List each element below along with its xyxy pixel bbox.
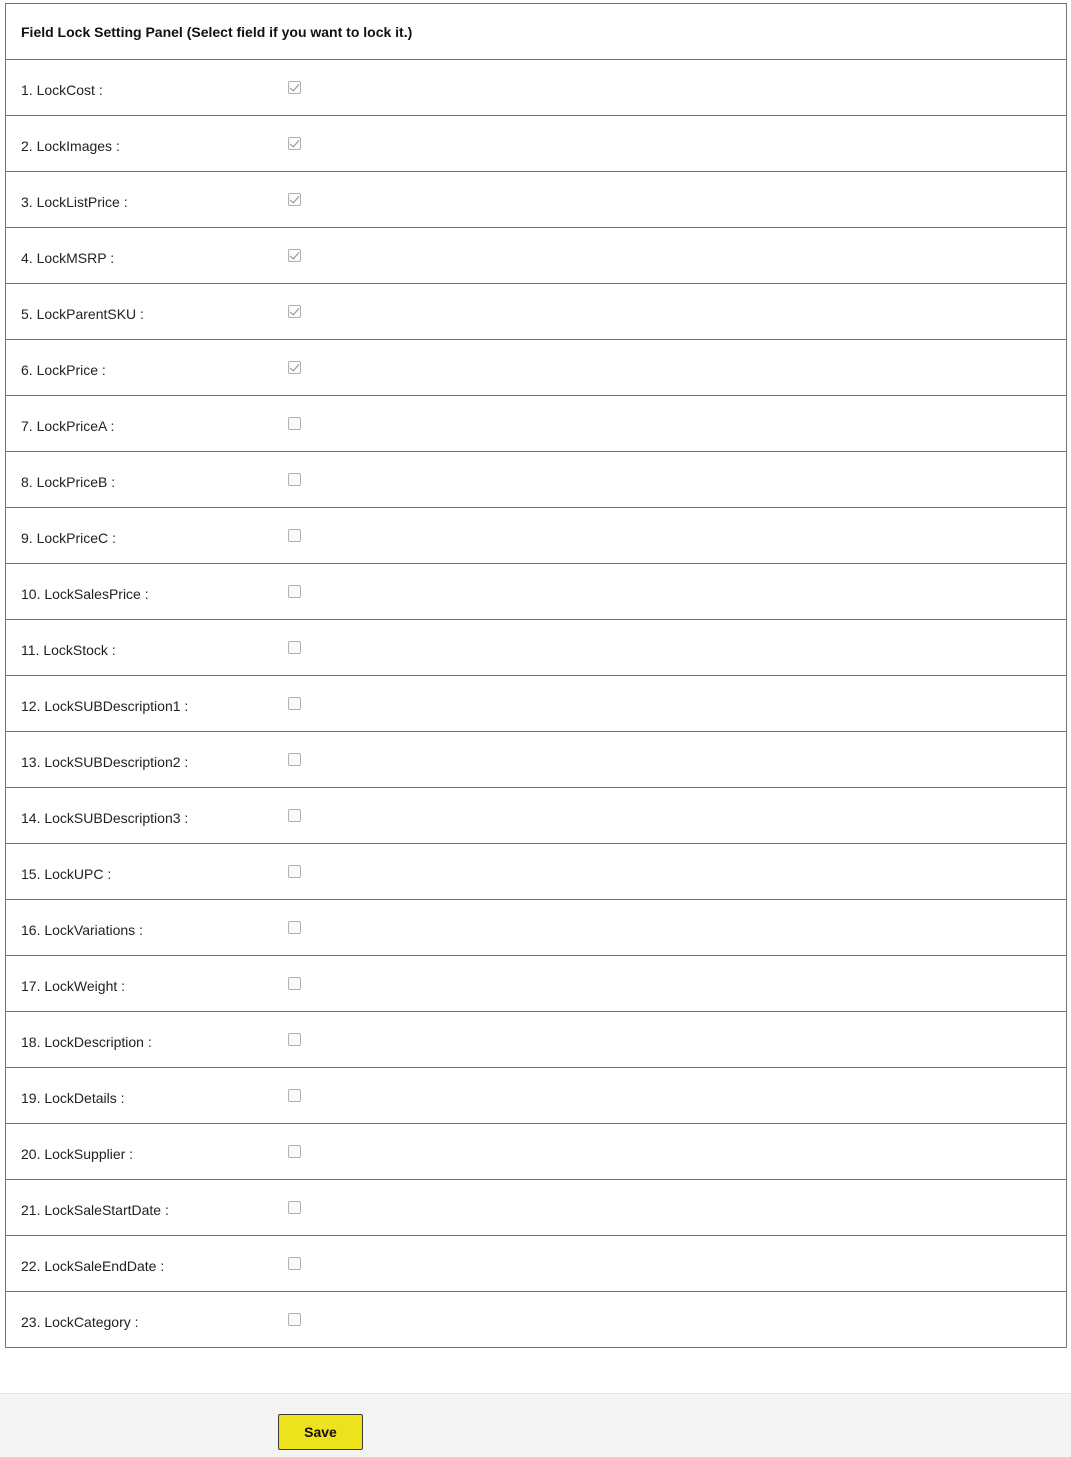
field-row bbox=[6, 172, 1066, 228]
footer-bar bbox=[0, 1393, 1071, 1457]
field-label: 4. LockMSRP : bbox=[21, 250, 115, 266]
field-row bbox=[6, 452, 1066, 508]
field-label: 12. LockSUBDescription1 : bbox=[21, 698, 189, 714]
lock-checkbox[interactable] bbox=[288, 137, 301, 150]
panel-title: Field Lock Setting Panel (Select field if you want to lock it.) bbox=[6, 4, 1066, 60]
field-label: 18. LockDescription : bbox=[21, 1034, 152, 1050]
field-row bbox=[6, 732, 1066, 788]
field-label: 23. LockCategory : bbox=[21, 1314, 139, 1330]
field-row bbox=[6, 1180, 1066, 1236]
field-list bbox=[6, 60, 1066, 1347]
lock-checkbox[interactable] bbox=[288, 977, 301, 990]
field-row bbox=[6, 844, 1066, 900]
field-label: 20. LockSupplier : bbox=[21, 1146, 134, 1162]
field-row bbox=[6, 956, 1066, 1012]
lock-checkbox[interactable] bbox=[288, 1089, 301, 1102]
field-row bbox=[6, 340, 1066, 396]
lock-checkbox[interactable] bbox=[288, 921, 301, 934]
lock-checkbox[interactable] bbox=[288, 193, 301, 206]
field-row bbox=[6, 620, 1066, 676]
field-label: 11. LockStock : bbox=[21, 642, 116, 658]
field-row bbox=[6, 284, 1066, 340]
lock-checkbox[interactable] bbox=[288, 473, 301, 486]
lock-checkbox[interactable] bbox=[288, 865, 301, 878]
lock-checkbox[interactable] bbox=[288, 305, 301, 318]
lock-checkbox[interactable] bbox=[288, 417, 301, 430]
field-label: 22. LockSaleEndDate : bbox=[21, 1258, 165, 1274]
field-label: 3. LockListPrice : bbox=[21, 194, 128, 210]
field-row bbox=[6, 1012, 1066, 1068]
field-row bbox=[6, 116, 1066, 172]
field-label: 5. LockParentSKU : bbox=[21, 306, 144, 322]
field-row bbox=[6, 1124, 1066, 1180]
field-row bbox=[6, 228, 1066, 284]
field-label: 9. LockPriceC : bbox=[21, 530, 116, 546]
field-label: 8. LockPriceB : bbox=[21, 474, 116, 490]
lock-checkbox[interactable] bbox=[288, 1145, 301, 1158]
field-row bbox=[6, 788, 1066, 844]
lock-checkbox[interactable] bbox=[288, 81, 301, 94]
field-row bbox=[6, 60, 1066, 116]
lock-checkbox[interactable] bbox=[288, 585, 301, 598]
lock-checkbox[interactable] bbox=[288, 249, 301, 262]
save-button[interactable]: Save bbox=[278, 1414, 363, 1450]
lock-checkbox[interactable] bbox=[288, 1201, 301, 1214]
lock-checkbox[interactable] bbox=[288, 697, 301, 710]
lock-checkbox[interactable] bbox=[288, 1313, 301, 1326]
field-label: 19. LockDetails : bbox=[21, 1090, 125, 1106]
field-label: 10. LockSalesPrice : bbox=[21, 586, 149, 602]
field-lock-panel bbox=[5, 3, 1067, 1348]
field-row bbox=[6, 508, 1066, 564]
field-row bbox=[6, 1068, 1066, 1124]
field-label: 21. LockSaleStartDate : bbox=[21, 1202, 169, 1218]
lock-checkbox[interactable] bbox=[288, 753, 301, 766]
field-label: 2. LockImages : bbox=[21, 138, 120, 154]
field-label: 6. LockPrice : bbox=[21, 362, 106, 378]
field-label: 7. LockPriceA : bbox=[21, 418, 115, 434]
lock-checkbox[interactable] bbox=[288, 641, 301, 654]
field-row bbox=[6, 564, 1066, 620]
lock-checkbox[interactable] bbox=[288, 809, 301, 822]
field-row bbox=[6, 900, 1066, 956]
field-row bbox=[6, 676, 1066, 732]
lock-checkbox[interactable] bbox=[288, 1033, 301, 1046]
lock-checkbox[interactable] bbox=[288, 361, 301, 374]
field-row bbox=[6, 396, 1066, 452]
lock-checkbox[interactable] bbox=[288, 1257, 301, 1270]
field-label: 16. LockVariations : bbox=[21, 922, 143, 938]
field-row bbox=[6, 1292, 1066, 1347]
field-label: 1. LockCost : bbox=[21, 82, 103, 98]
field-label: 13. LockSUBDescription2 : bbox=[21, 754, 189, 770]
lock-checkbox[interactable] bbox=[288, 529, 301, 542]
field-label: 15. LockUPC : bbox=[21, 866, 112, 882]
field-label: 14. LockSUBDescription3 : bbox=[21, 810, 189, 826]
field-label: 17. LockWeight : bbox=[21, 978, 126, 994]
field-row bbox=[6, 1236, 1066, 1292]
